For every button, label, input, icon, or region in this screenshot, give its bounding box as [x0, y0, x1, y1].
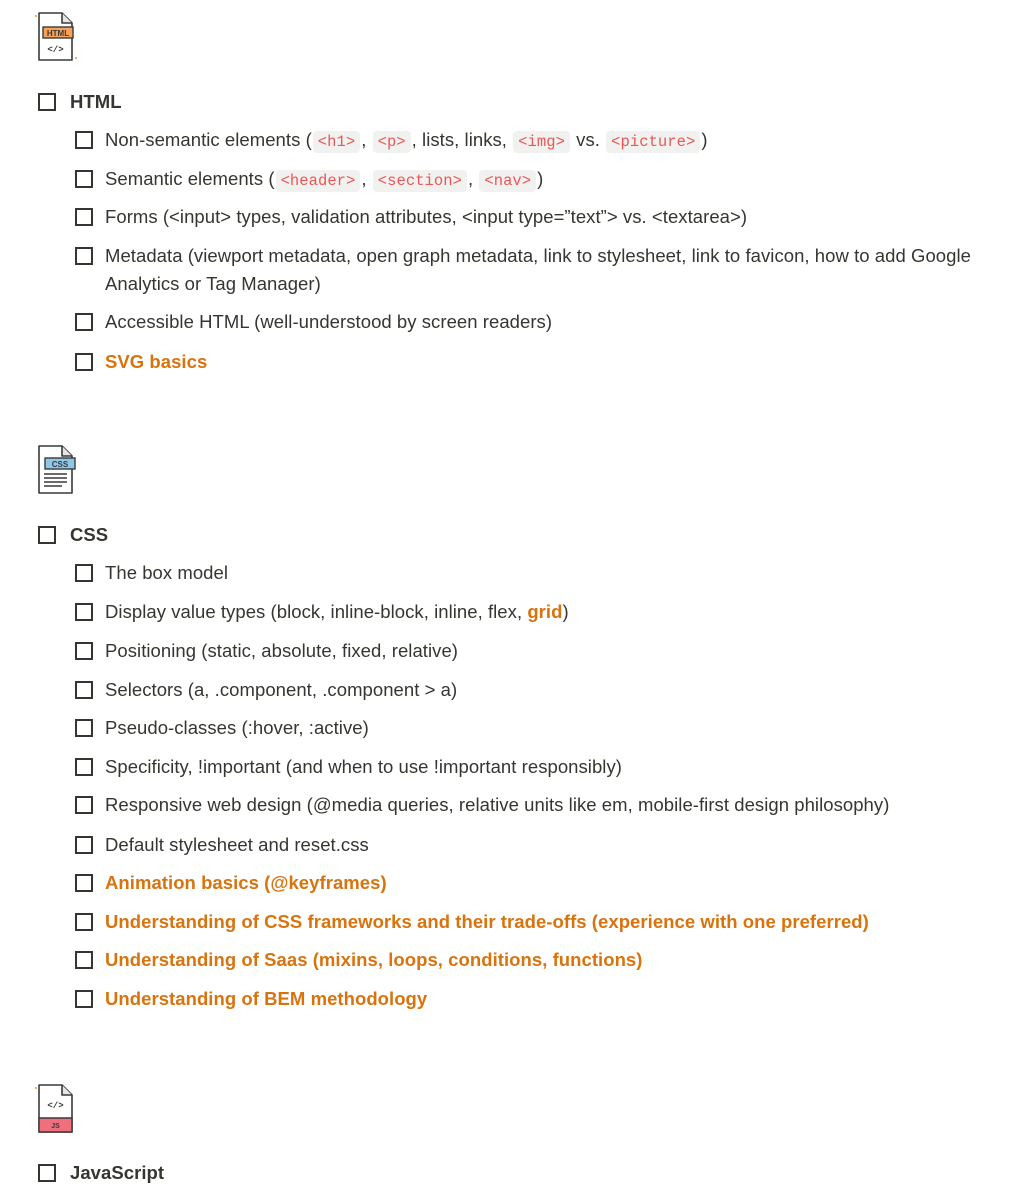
css-item-box-model — [75, 559, 975, 587]
checkbox[interactable] — [75, 247, 93, 265]
item-text: SVG basics — [105, 351, 208, 372]
checkbox[interactable] — [75, 874, 93, 892]
css-item-frameworks — [75, 908, 975, 936]
item-text: Responsive web design (@media queries, relative units like em, mobile-first design philosophy) — [105, 794, 890, 815]
css-item-responsive — [75, 791, 975, 819]
js-task-title: JavaScript — [70, 1162, 165, 1183]
css-item-bem — [75, 985, 975, 1013]
css-item-positioning — [75, 637, 975, 665]
checkbox[interactable] — [75, 796, 93, 814]
checkbox[interactable] — [75, 353, 93, 371]
css-item-specificity — [75, 753, 975, 781]
checkbox[interactable] — [75, 990, 93, 1008]
svg-text:JS: JS — [51, 1123, 60, 1130]
svg-text:HTML: HTML — [46, 29, 70, 38]
item-text: Display value types (block, inline-block, inline, flex, grid) — [105, 601, 569, 622]
item-text: Accessible HTML (well-understood by screen readers) — [105, 311, 553, 332]
checkbox[interactable] — [75, 208, 93, 226]
checkbox[interactable] — [75, 170, 93, 188]
checkbox[interactable] — [75, 913, 93, 931]
html-task — [38, 88, 122, 116]
item-text: Default stylesheet and reset.css — [105, 834, 369, 855]
svg-text:</>: </> — [47, 45, 64, 55]
checkbox[interactable] — [75, 603, 93, 621]
item-text: Animation basics (@keyframes) — [105, 872, 387, 893]
item-text: The box model — [105, 562, 229, 583]
css-item-selectors — [75, 676, 975, 704]
html-item-forms — [75, 203, 975, 231]
item-text: Non-semantic elements ( <h1> , <p> , lists, links, <img> vs. <picture> ) — [105, 129, 708, 151]
item-text: Positioning (static, absolute, fixed, relative) — [105, 640, 458, 661]
item-text: Pseudo-classes (:hover, :active) — [105, 717, 369, 738]
checkbox[interactable] — [75, 836, 93, 854]
checkbox[interactable] — [75, 719, 93, 737]
css-task-title: CSS — [70, 524, 109, 545]
checkbox[interactable] — [75, 951, 93, 969]
item-text: Understanding of Saas (mixins, loops, conditions, functions) — [105, 949, 643, 970]
css-checkbox[interactable] — [38, 526, 56, 544]
checkbox[interactable] — [75, 642, 93, 660]
html-file-icon — [34, 8, 80, 64]
css-file-icon — [34, 441, 80, 497]
css-task — [38, 521, 108, 549]
html-item-semantic — [75, 165, 975, 195]
checkbox[interactable] — [75, 131, 93, 149]
checkbox[interactable] — [75, 758, 93, 776]
css-item-default-stylesheet — [75, 831, 975, 859]
checkbox[interactable] — [75, 681, 93, 699]
svg-text:</>: </> — [47, 1101, 64, 1111]
checkbox[interactable] — [75, 313, 93, 331]
js-checkbox[interactable] — [38, 1164, 56, 1182]
item-text: Specificity, !important (and when to use !important responsibly) — [105, 756, 622, 777]
item-text: Understanding of CSS frameworks and their trade-offs (experience with one preferred) — [105, 911, 869, 932]
css-item-animation — [75, 869, 975, 897]
svg-text:CSS: CSS — [51, 460, 69, 469]
js-file-icon — [34, 1080, 80, 1136]
css-item-sass — [75, 946, 975, 974]
html-item-svg-basics — [75, 348, 975, 376]
html-checkbox[interactable] — [38, 93, 56, 111]
item-text: Metadata (viewport metadata, open graph metadata, link to stylesheet, link to favicon, how to add Google Analytics or Tag Manager) — [105, 245, 971, 294]
item-text: Semantic elements ( <header> , <section> , <nav> ) — [105, 168, 544, 190]
js-task — [38, 1159, 164, 1187]
html-item-metadata — [75, 242, 975, 298]
item-text: Understanding of BEM methodology — [105, 988, 428, 1009]
css-item-pseudo-classes — [75, 714, 975, 742]
item-text: Selectors (a, .component, .component > a) — [105, 679, 458, 700]
item-text: Forms (<input> types, validation attributes, <input type=”text”> vs. <textarea>) — [105, 206, 748, 227]
css-item-display — [75, 598, 975, 626]
html-task-title: HTML — [70, 91, 122, 112]
checkbox[interactable] — [75, 564, 93, 582]
html-item-accessible — [75, 308, 975, 336]
html-item-non-semantic — [75, 126, 975, 156]
